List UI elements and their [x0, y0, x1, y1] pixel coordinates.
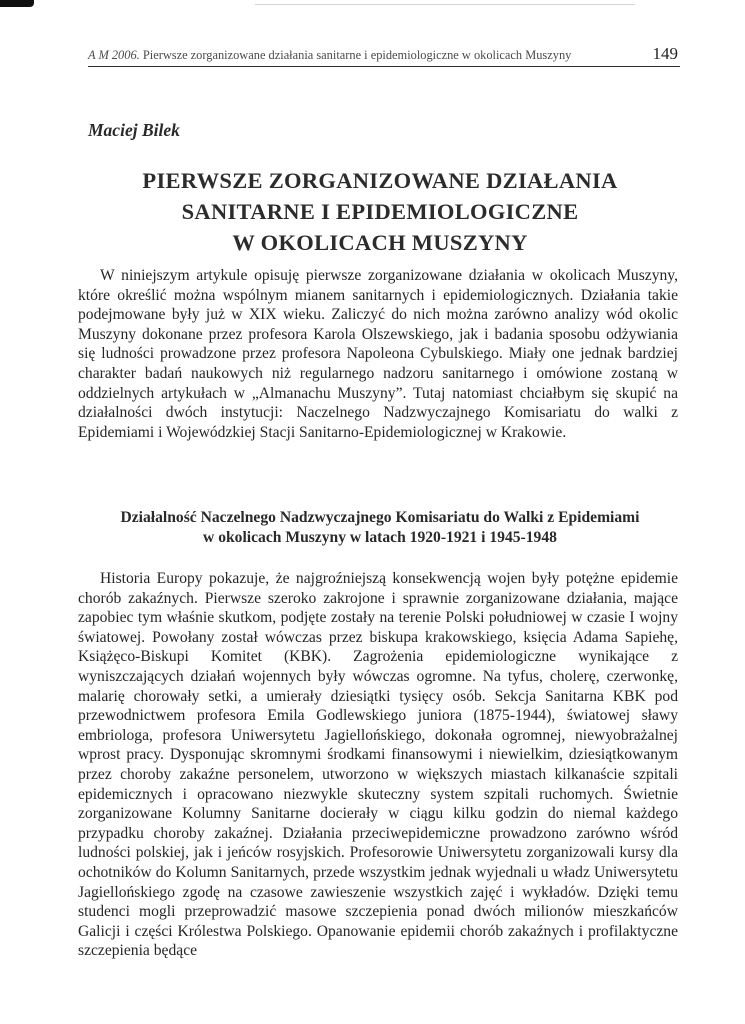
running-head-title: Pierwsze zorganizowane działania sanitarne i epidemiologiczne w okolicach Muszyny — [142, 48, 572, 62]
intro-paragraph: W niniejszym artykule opisuję pierwsze zorganizowane działania w okolicach Muszyny, które określić można wspólnym mianem sanitarnych i epidemiologicznych. Działania takie podejmowane były już w XIX wieku. Zaliczyć do nich można zarówno analizy wód okolic Muszyny dokonane przez profesora Karola Olszewskiego, jak i badania sposobu odżywiania się ludności prowadzone przez profesora Napoleona Cybulskiego. Miały one jednak bardziej charakter badań naukowych niż regularnego nadzoru sanitarnego i omówione zostaną w oddzielnych artykułach w „Almanachu Muszyny”. Tutaj natomiast chciałbym się skupić na działalności dwóch instytucji: Naczelnego Nadzwyczajnego Komisariatu do walki z Epidemiami i Wojewódzkiej Stacji Sanitarno-Epidemiologicznej w Krakowie. — [78, 267, 678, 441]
author-name: Maciej Bilek — [88, 120, 180, 140]
scan-margin-line — [255, 4, 635, 5]
journal-abbreviation: A M 2006. — [88, 48, 140, 62]
section-paragraph: Historia Europy pokazuje, że najgroźniejszą konsekwencją wojen były potężne epidemie chorób zakaźnych. Pierwsze szeroko zakrojone i sprawnie zorganizowane działania, mające zapobiec tym właśnie skutkom, podjęte zostały na terenie Polski południowej w czasie I wojny światowej. Powołany został wówczas przez biskupa krakowskiego, księcia Adama Sapiehę, Książęco-Biskupi Komitet (KBK). Zagrożenia epidemiologiczne wynikające z wyniszczających działań wojennych były wówczas ogromne. Na tyfus, cholerę, czerwonkę, malarię chorowały setki, a umierały dziesiątki tysięcy osób. Sekcja Sanitarna KBK pod przewodnictwem profesora Emila Godlewskiego juniora (1875-1944), światowej sławy embriologa, profesora Uniwersytetu Jagiellońskiego, dokonała ogromnej, niewyobrażalnej wprost pracy. Dysponując skromnymi środkami finansowymi i niewielkim, dziesiątkowanym przez choroby zakaźne personelem, utworzono w większych miastach kilkanaście szpitali epidemicznych i opracowano niezwykle skuteczny system szpitali ruchomych. Świetnie zorganizowane Kolumny Sanitarne docierały w ciągu kilku godzin do niemal każdego przypadku choroby zakaźnej. Działania przeciwepidemiczne prowadzono zarówno wśród ludności polskiej, jak i jeńców rosyjskich. Profesorowie Uniwersytetu zorganizowali kursy dla ochotników do Kolumn Sanitarnych, przede wszystkim jednak wyjednali u władz Uniwersytetu Jagiellońskiego zgodę na czasowe zawieszenie wszystkich zajęć i wykładów. Dzięki temu studenci mogli przeprowadzić masowe szczepienia ponad dwóch milionów mieszkańców Galicji i części Królestwa Polskiego. Opanowanie epidemii chorób zakaźnych i profilaktyczne szczepienia będące — [78, 570, 678, 960]
article-title-line-2: SANITARNE I EPIDEMIOLOGICZNE — [181, 199, 579, 224]
scan-edge-mark — [0, 0, 34, 7]
running-head — [88, 44, 680, 67]
article-title-line-1: PIERWSZE ZORGANIZOWANE DZIAŁANIA — [142, 168, 618, 193]
running-head-text — [88, 48, 571, 63]
section-heading-line-2: w okolicach Muszyny w latach 1920-1921 i 1945-1948 — [203, 529, 557, 546]
section-heading-line-1: Działalność Naczelnego Nadzwyczajnego Komisariatu do Walki z Epidemiami — [120, 509, 640, 526]
page-number: 149 — [652, 44, 678, 63]
article-title-line-3: W OKOLICACH MUSZYNY — [232, 230, 528, 255]
